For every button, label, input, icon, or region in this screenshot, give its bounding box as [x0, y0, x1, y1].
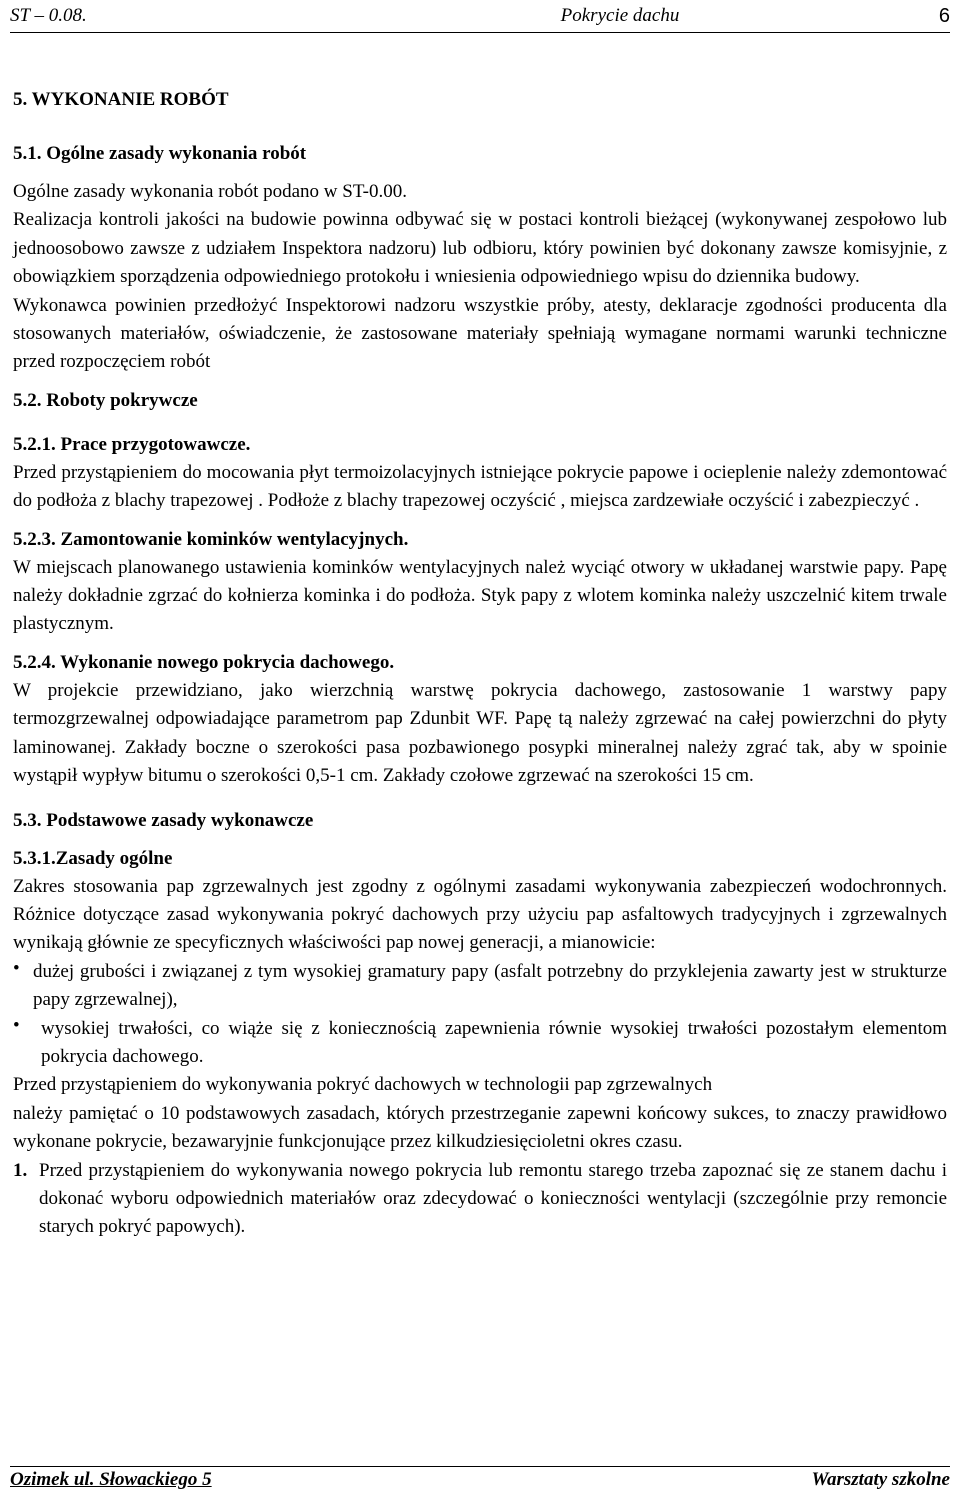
list-item — [13, 1015, 947, 1072]
paragraph: Ogólne zasady wykonania robót podano w ST-0.00. — [13, 181, 408, 202]
bullet-mark: • — [13, 957, 20, 979]
section-5-2-4-heading: 5.2.4. Wykonanie nowego pokrycia dachowego. — [13, 651, 395, 673]
footer-name: Warsztaty szkolne — [811, 1469, 950, 1490]
document-body — [13, 86, 947, 1242]
section-5-2-3-heading: 5.2.3. Zamontowanie kominków wentylacyjnych. — [13, 528, 409, 550]
bullet-mark: • — [13, 1014, 20, 1036]
paragraph: Wykonawca powinien przedłożyć Inspektorowi nadzoru wszystkie próby, atesty, deklaracje zgodności producenta dla stosowanych materiałów, oświadczenie, że zastosowane materiały spełniają wymagane normami warunki techniczne przed rozpoczęciem robót — [13, 294, 947, 373]
section-5-1-heading: 5.1. Ogólne zasady wykonania robót — [13, 143, 307, 164]
paragraph: W miejscach planowanego ustawienia kominków wentylacyjnych należ wyciąć otwory w układanej warstwie papy. Papę należy dokładnie zgrzać do kołnierza kominka i do podłoża. Styk papy z wlotem kominka należy uszczelnić kitem trwale plastycznym. — [13, 556, 947, 635]
page-number: 6 — [938, 4, 950, 27]
item-number: 1. — [13, 1159, 28, 1181]
header-title: Pokrycie dachu — [560, 5, 680, 26]
paragraph: Zakres stosowania pap zgrzewalnych jest zgodny z ogólnymi zasadami wykonywania zabezpieczeń wodochronnych. Różnice dotyczące zasad wykonywania pokryć dachowych przy użyciu pap asfaltowych tradycyjnych i zgrzewalnych wynikają głównie ze specyficznych właściwości pap nowej generacji, a mianowicie: — [13, 875, 947, 954]
paragraph: Realizacja kontroli jakości na budowie powinna odbywać się w postaci kontroli bieżącej (wykonywanej zespołowo lub jednoosobowo zawsze z udziałem Inspektora nadzoru) lub odbioru, który powinien być dokonany zawsze komisyjnie, z obowiązkiem sporządzenia odpowiedniego protokołu i wniesienia odpowiedniego wpisu do dziennika budowy. — [13, 209, 947, 288]
paragraph: Przed przystąpieniem do mocowania płyt termoizolacyjnych istniejące pokrycie papowe i ocieplenie należy zdemontować do podłoża z blachy trapezowej . Podłoże z blachy trapezowej oczyścić , miejsca zardzewiałe oczyścić i zabezpieczyć . — [13, 461, 947, 512]
page-footer — [10, 1466, 950, 1493]
section-5-2-1-heading: 5.2.1. Prace przygotowawcze. — [13, 433, 251, 455]
section-5-2-heading: 5.2. Roboty pokrywcze — [13, 389, 198, 411]
footer-address: Ozimek ul. Słowackiego 5 — [10, 1469, 212, 1490]
section-5-heading: 5. WYKONANIE ROBÓT — [13, 89, 229, 110]
section-5-3-1-heading: 5.3.1.Zasady ogólne — [13, 847, 173, 869]
paragraph: W projekcie przewidziano, jako wierzchnią warstwę pokrycia dachowego, zastosowanie 1 warstwy papy termozgrzewalnej odpowiadające parametrom pap Zdunbit WF. Papę tą należy zgrzewać na całej powierzchni do płyty laminowanej. Zakłady boczne o szerokości pasa pozbawionego posypki mineralnej należy zgrać tak, aby w spoinie wystąpił wypływ bitumu o szerokości 0,5-1 cm. Zakłady czołowe zgrzewać na szerokości 15 cm. — [13, 679, 947, 787]
numbered-item — [13, 1157, 947, 1242]
list-item-text: dużej grubości i związanej z tym wysokiej gramatury papy (asfalt potrzebny do przyklejenia zawarty jest w strukturze papy zgrzewalnej), — [33, 960, 947, 1011]
spec-code: ST – 0.08. — [10, 5, 87, 26]
list-item — [13, 958, 947, 1015]
section-5-3-heading: 5.3. Podstawowe zasady wykonawcze — [13, 809, 314, 831]
paragraph: należy pamiętać o 10 podstawowych zasadach, których przestrzeganie zapewni końcowy sukces, to znaczy prawidłowo wykonane pokrycie, bezawaryjnie funkcjonujące przez kilkudziesięcioletni okres czasu. — [13, 1102, 947, 1153]
paragraph: Przed przystąpieniem do wykonywania pokryć dachowych w technologii pap zgrzewalnych — [13, 1074, 713, 1096]
list-item-text: wysokiej trwałości, co wiąże się z koniecznością zapewnienia równie wysokiej trwałości pozostałym elementom pokrycia dachowego. — [41, 1017, 947, 1067]
numbered-item-text: Przed przystąpieniem do wykonywania nowego pokrycia lub remontu starego trzeba zapoznać się ze stanem dachu i dokonać wyboru odpowiednich materiałów oraz zdecydować o konieczności wentylacji (szczególnie przy remoncie starych pokryć papowych). — [39, 1159, 947, 1238]
page-header — [10, 0, 950, 33]
